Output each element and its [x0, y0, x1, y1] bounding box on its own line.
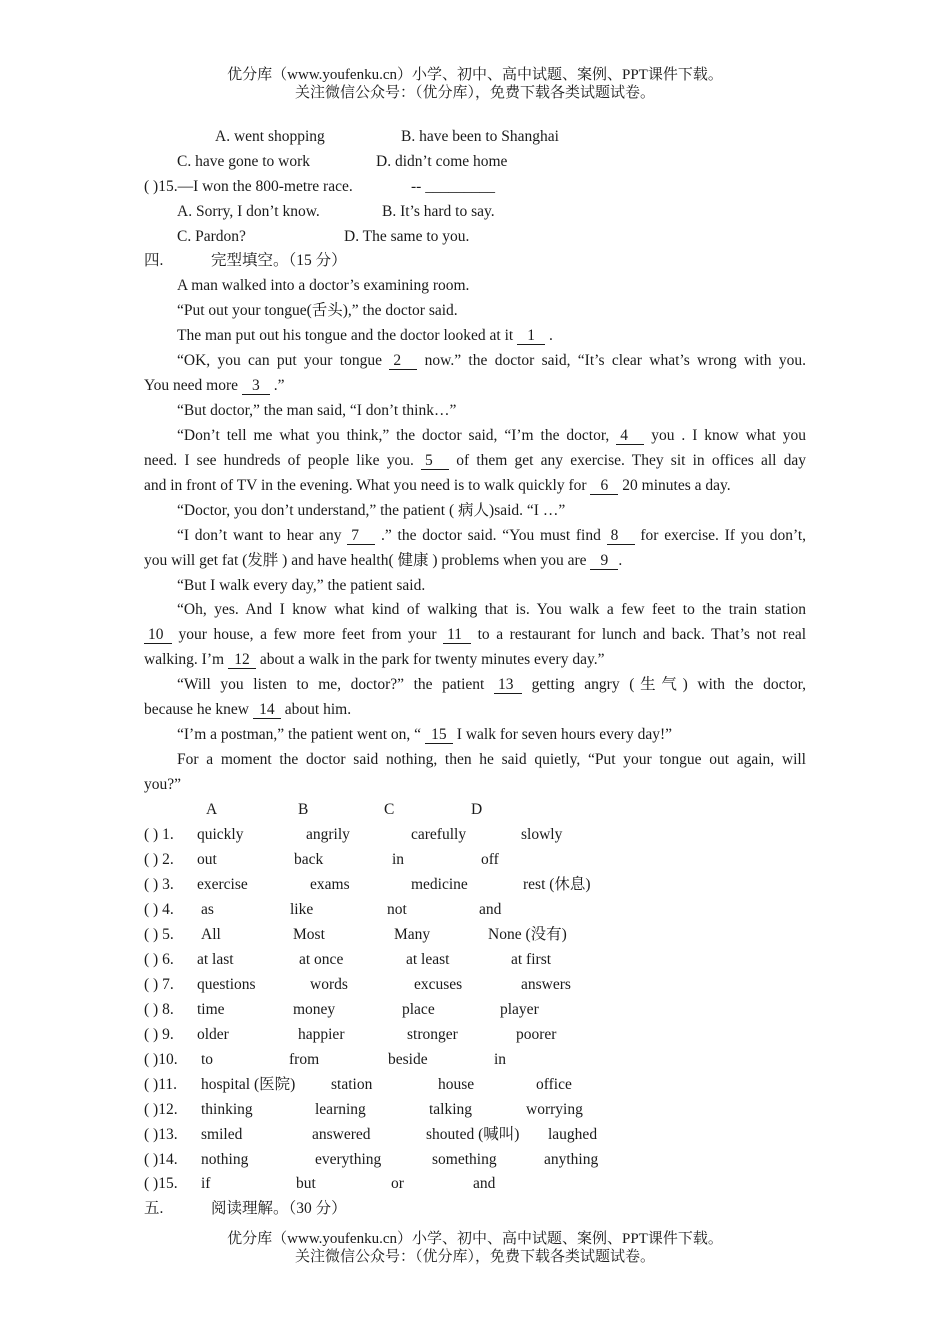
option-b: from: [289, 1051, 320, 1068]
blank-12: 12: [228, 651, 256, 669]
blank-2: 2: [389, 352, 417, 370]
row-number: ( ) 7.: [144, 976, 174, 993]
option-a: quickly: [197, 826, 244, 843]
row-number: ( ) 1.: [144, 826, 174, 843]
column-header-b: B: [298, 801, 309, 818]
option-c: stronger: [407, 1026, 458, 1043]
option-b: money: [293, 1001, 336, 1018]
option-a: smiled: [201, 1126, 243, 1143]
blank-8: 8: [607, 527, 635, 545]
passage-line: “I don’t want to hear any 7 .” the doctor said. “You must find 8 for exercise. If you don’t,: [177, 527, 807, 544]
section5-title: 阅读理解。（30 分）: [211, 1200, 347, 1217]
row-number: ( )12.: [144, 1101, 178, 1118]
option-d: rest (休息): [523, 876, 591, 893]
passage-line: “But I walk every day,” the patient said.: [177, 577, 426, 594]
q15-option-c: C. Pardon?: [177, 228, 246, 245]
option-b: everything: [315, 1151, 382, 1168]
passage-line: 10 your house, a few more feet from your 11 to a restaurant for lunch and back. That’s not real: [144, 625, 806, 645]
passage-line: “I’m a postman,” the patient went on, “ 15 I walk for seven hours every day!”: [177, 726, 672, 743]
option-c: medicine: [411, 876, 468, 893]
passage-line: “Will you listen to me, doctor?” the patient 13 getting angry (生气) with the doctor,: [177, 676, 806, 693]
passage-line: because he knew 14 about him.: [144, 701, 352, 718]
row-number: ( ) 9.: [144, 1026, 174, 1043]
option-d: laughed: [548, 1126, 598, 1143]
option-b: like: [290, 901, 314, 918]
option-d: poorer: [516, 1026, 557, 1043]
option-d: at first: [511, 951, 552, 968]
passage-line: and in front of TV in the evening. What you need is to walk quickly for 6 20 minutes a day.: [144, 477, 731, 494]
option-d: worrying: [526, 1101, 583, 1118]
row-number: ( )14.: [144, 1151, 178, 1168]
option-d: player: [500, 1001, 539, 1018]
q14-option-d: D. didn’t come home: [376, 153, 508, 170]
option-c: house: [438, 1076, 475, 1093]
option-d: None (没有): [488, 926, 567, 943]
option-d: in: [494, 1051, 507, 1068]
option-a: to: [201, 1051, 214, 1068]
passage-line: you?”: [144, 776, 182, 793]
q14-option-a: A. went shopping: [215, 128, 325, 145]
option-d: slowly: [521, 826, 563, 843]
passage-line: “Oh, yes. And I know what kind of walking that is. You walk a few feet to the train station: [177, 601, 806, 618]
page-header-line-2: 关注微信公众号：（优分库），免费下载各类试题试卷。: [294, 85, 655, 101]
option-d: off: [481, 851, 499, 868]
option-c: something: [432, 1151, 497, 1168]
option-c: Many: [394, 926, 431, 943]
blank-14: 14: [253, 701, 281, 719]
option-c: in: [392, 851, 405, 868]
option-b: exams: [310, 876, 350, 893]
blank-15: 15: [425, 726, 453, 744]
option-b: angrily: [306, 826, 350, 843]
passage-line: “OK, you can put your tongue 2 now.” the doctor said, “It’s clear what’s wrong with you.: [177, 352, 807, 369]
blank-10: 10: [144, 626, 172, 644]
option-a: hospital (医院): [201, 1076, 296, 1093]
row-number: ( )13.: [144, 1126, 178, 1143]
row-number: ( ) 8.: [144, 1001, 174, 1018]
blank-11: 11: [443, 626, 471, 644]
q15-option-d: D. The same to you.: [344, 228, 470, 245]
option-d: answers: [521, 976, 571, 993]
option-c: or: [391, 1175, 404, 1192]
passage-line: “But doctor,” the man said, “I don’t think…”: [177, 402, 457, 419]
page-header-line-1: 优分库（www.youfenku.cn）小学、初中、高中试题、案例、PPT课件下载。: [227, 67, 723, 83]
q15-option-a: A. Sorry, I don’t know.: [177, 203, 320, 220]
blank-4: 4: [616, 427, 644, 445]
option-d: and: [479, 901, 502, 918]
option-a: as: [201, 901, 214, 918]
passage-line: For a moment the doctor said nothing, then he said quietly, “Put your tongue out again, will: [177, 751, 806, 768]
option-c: carefully: [411, 826, 467, 843]
option-b: learning: [315, 1101, 366, 1118]
q15-reply: -- _________: [411, 178, 495, 195]
passage-line: A man walked into a doctor’s examining room.: [177, 277, 470, 294]
row-number: ( ) 5.: [144, 926, 174, 943]
option-b: but: [296, 1175, 316, 1192]
option-d: anything: [544, 1151, 599, 1168]
row-number: ( )15.: [144, 1175, 178, 1192]
blank-13: 13: [494, 676, 522, 694]
row-number: ( ) 6.: [144, 951, 174, 968]
option-b: Most: [293, 926, 325, 943]
option-c: beside: [388, 1051, 428, 1068]
option-a: if: [201, 1175, 211, 1192]
option-c: place: [402, 1001, 435, 1018]
option-b: answered: [312, 1126, 371, 1143]
passage-line: you will get fat (发胖 ) and have health( 健康 ) problems when you are 9 .: [144, 552, 623, 569]
passage-line: walking. I’m 12 about a walk in the park for twenty minutes every day.”: [144, 651, 605, 668]
passage-line: “Put out your tongue(舌头),” the doctor said.: [177, 302, 458, 319]
passage-line: You need more 3 .”: [144, 377, 285, 394]
option-b: words: [310, 976, 348, 993]
blank-1: 1: [517, 327, 545, 345]
column-header-d: D: [471, 801, 483, 818]
option-a: at last: [197, 951, 234, 968]
row-number: ( ) 3.: [144, 876, 174, 893]
row-number: ( )11.: [144, 1076, 177, 1093]
option-a: older: [197, 1026, 229, 1043]
option-c: excuses: [414, 976, 463, 993]
blank-7: 7: [347, 527, 375, 545]
option-a: time: [197, 1001, 225, 1018]
row-number: ( ) 2.: [144, 851, 174, 868]
passage-line: need. I see hundreds of people like you. 5 of them get any exercise. They sit in offices all day: [144, 452, 807, 469]
blank-6: 6: [590, 477, 618, 495]
option-b: happier: [298, 1026, 345, 1043]
section4-number: 四.: [144, 252, 164, 269]
blank-3: 3: [242, 377, 270, 395]
q14-option-c: C. have gone to work: [177, 153, 311, 170]
option-a: exercise: [197, 876, 248, 893]
option-d: and: [473, 1175, 496, 1192]
blank-9: 9: [590, 552, 618, 570]
option-d: office: [536, 1076, 572, 1093]
option-a: out: [197, 851, 217, 868]
option-a: nothing: [201, 1151, 249, 1168]
option-b: back: [294, 851, 324, 868]
column-header-c: C: [384, 801, 395, 818]
page-footer-line-2: 关注微信公众号：（优分库），免费下载各类试题试卷。: [294, 1249, 655, 1265]
option-a: thinking: [201, 1101, 253, 1118]
option-a: questions: [197, 976, 256, 993]
section5-number: 五.: [144, 1200, 164, 1217]
passage-line: “Don’t tell me what you think,” the doctor said, “I’m the doctor, 4 you . I know what you: [177, 427, 807, 444]
option-c: shouted (喊叫): [426, 1126, 520, 1143]
option-c: talking: [429, 1101, 473, 1118]
q14-option-b: B. have been to Shanghai: [401, 128, 559, 145]
section4-title: 完型填空。（15 分）: [211, 252, 347, 269]
option-c: not: [387, 901, 407, 918]
option-a: All: [201, 926, 221, 943]
q15-option-b: B. It’s hard to say.: [382, 203, 495, 220]
option-c: at least: [406, 951, 450, 968]
column-header-a: A: [206, 801, 218, 818]
row-number: ( )10.: [144, 1051, 178, 1068]
option-b: at once: [299, 951, 344, 968]
q15-stem: ( )15.—I won the 800-metre race.: [144, 178, 353, 195]
blank-5: 5: [421, 452, 449, 470]
page-footer-line-1: 优分库（www.youfenku.cn）小学、初中、高中试题、案例、PPT课件下载。: [227, 1231, 723, 1247]
row-number: ( ) 4.: [144, 901, 174, 918]
option-b: station: [331, 1076, 373, 1093]
passage-line: “Doctor, you don’t understand,” the patient ( 病人)said. “I …”: [177, 502, 566, 519]
passage-line: The man put out his tongue and the doctor looked at it 1 .: [177, 327, 553, 344]
